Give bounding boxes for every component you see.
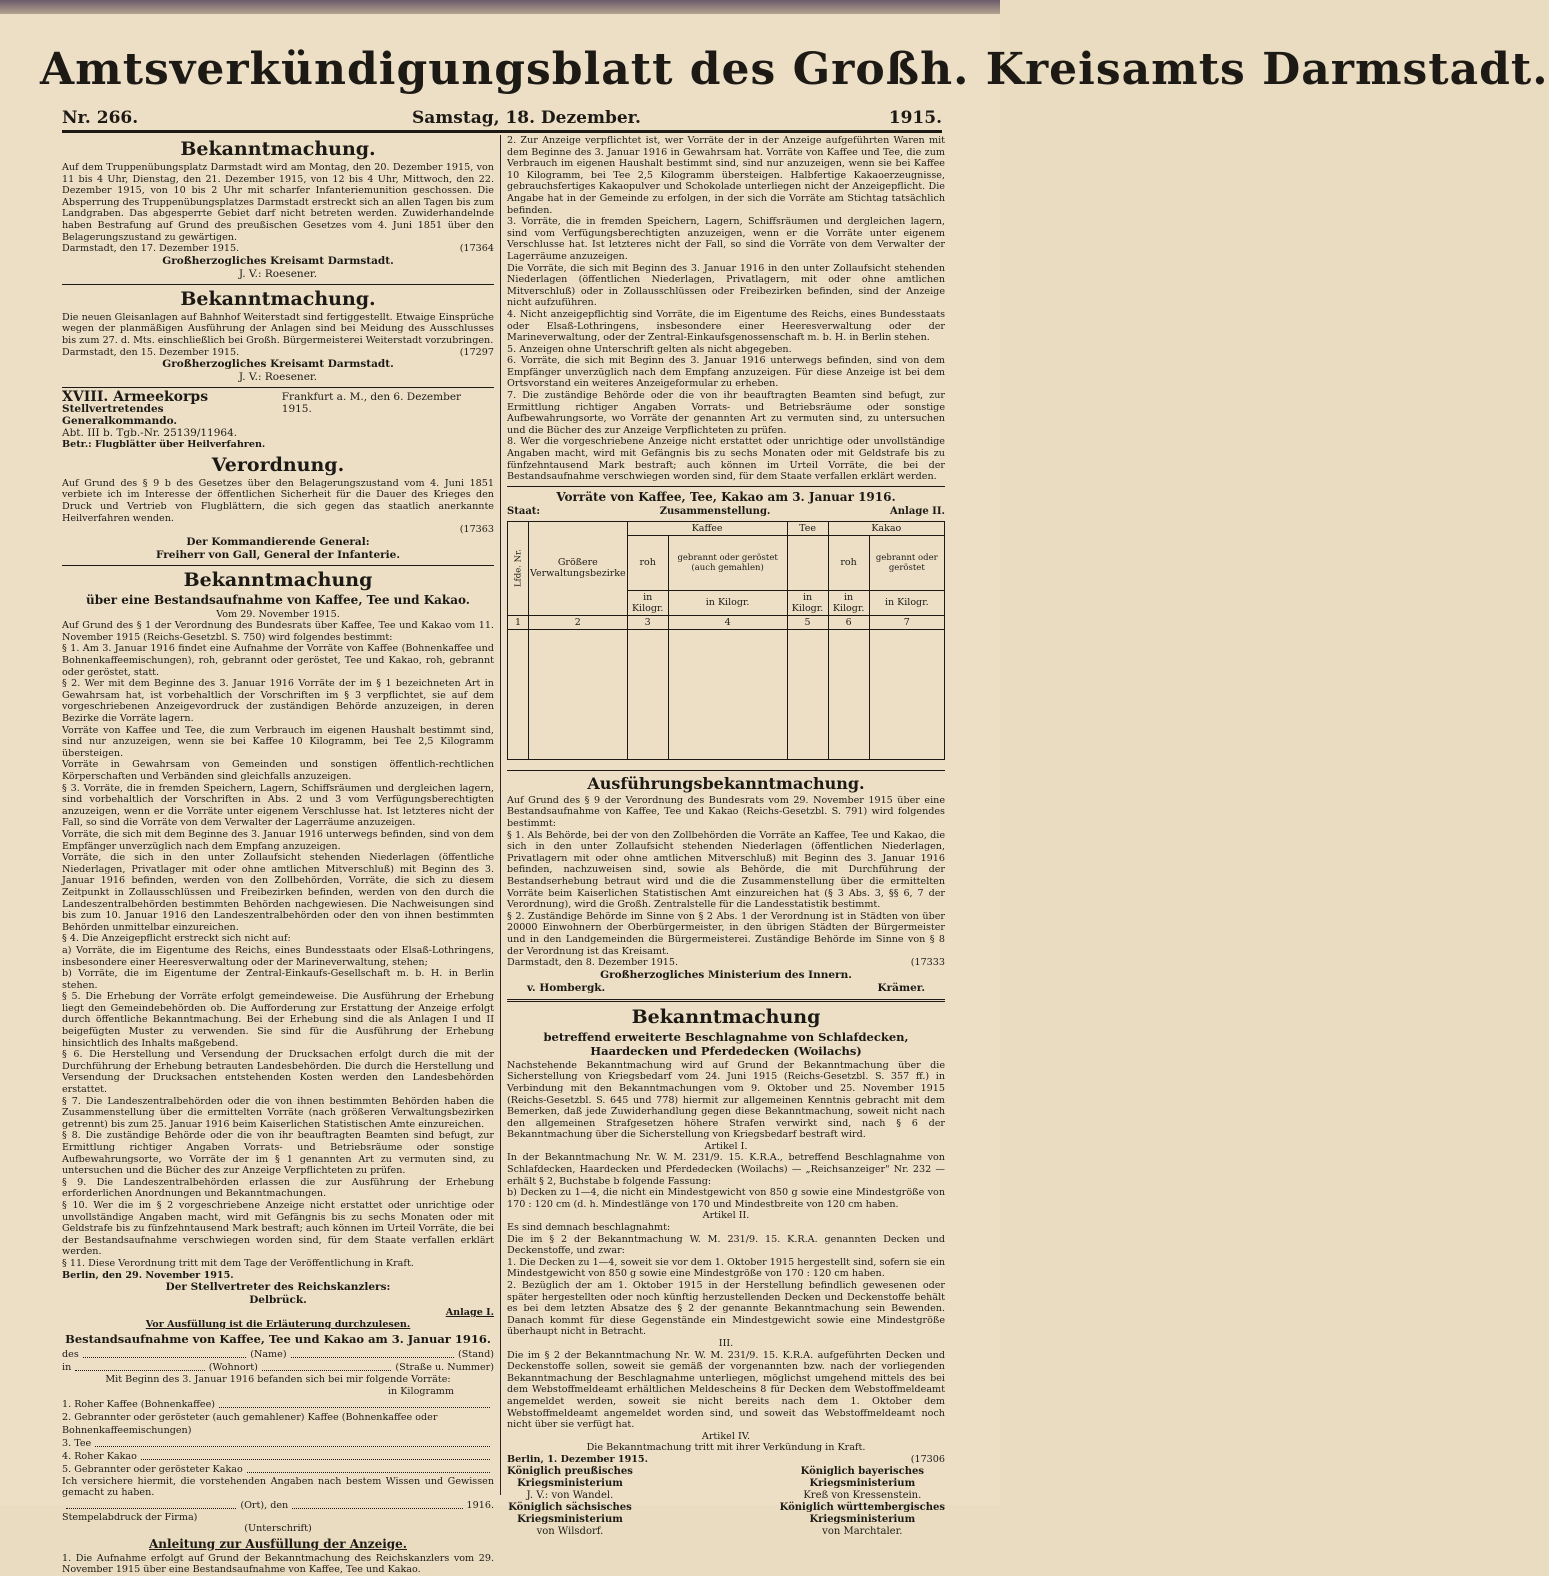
general-name: Freiherr von Gall, General der Infanterie. bbox=[156, 548, 400, 561]
col-number: 6 bbox=[828, 615, 869, 629]
paragraph: § 10. Wer die im § 2 vorgeschriebene Anzeige nicht erstattet oder unrichtige oder unvollständige Angaben macht, wird mit Gefängnis bis zu sechs Monaten oder mit Geldstrafe bis zu fünfzehntausend Mark bestraft; auch können im Urteil Vorräte, die bei der Bestandsaufnahme verschwiegen worden sind, für dem Staate verfallen erklärt werden. bbox=[62, 1199, 494, 1258]
paragraph: Auf Grund des § 1 der Verordnung des Bundesrats über Kaffee, Tee und Kakao vom 11. November 1915 (Reichs-Gesetzbl. S. 750) wird folgendes bestimmt: bbox=[62, 620, 494, 643]
corps-name: XVIII. Armeekorps bbox=[62, 389, 209, 406]
paragraph: § 5. Die Erhebung der Vorräte erfolgt gemeindeweise. Die Ausführung der Erhebung liegt den Gemeindebehörden ob. Die Aufforderung zur Erstattung der Anzeige erfolgt durch öffentliche Bekanntmachung. Bei der Erhebung sind die als Anlagen I und II beigefügten Muster zu verwenden. Sie sind für die Ausführung der Erhebung hinsichtlich des Inhalts maßgebend. bbox=[62, 991, 494, 1049]
col-number: 5 bbox=[787, 615, 828, 629]
notice-implementation bbox=[507, 774, 945, 995]
page-edge bbox=[0, 0, 1000, 14]
sig-line: Königlich sächsisches bbox=[508, 1501, 632, 1513]
article-title: III. bbox=[718, 1337, 734, 1349]
guide-item: 2. Zur Anzeige verpflichtet ist, wer Vorräte der in der Anzeige aufgeführten Waren mit dem Beginne des 3. Januar 1916 in Gewahrsam hat. Vorräte von Kaffee und Tee, die zum Verbrauch im eigenen Haushalt bestimmt sind, sind nur anzuzeigen, wenn sie bei Kaffee 10 Kilogramm, bei Tee 2,5 Kilogramm übersteigen. Halbfertige Kakaoerzeugnisse, gebrauchsfertiges Kakaopulver und Schokolade unterliegen nicht der Anzeigepflicht. Die Angabe hat in der Gemeinde zu erfolgen, in der sich die Vorräte am Stichtag tatsächlich befinden. bbox=[507, 135, 945, 216]
guide-item: Die Vorräte, die sich mit Beginn des 3. Januar 1916 in den unter Zollaufsicht stehenden Niederlagen (öffentlichen Niederlagen, Privatlagern, mit oder ohne amtlichen Mitverschluß) oder in Zollausschlüssen oder Freibezirken befinden, sind der Anzeige nicht aufzuführen. bbox=[507, 262, 945, 309]
guide-continuation bbox=[507, 135, 945, 483]
paragraph: § 2. Wer mit dem Beginne des 3. Januar 1916 Vorräte der im § 1 bezeichneten Art in Gewahrsam hat, ist vorbehaltlich der Vorschriften im § 3 verpflichtet, sie auf dem vorgeschriebenen Anzeigevordruck der zuständigen Behörde anzuzeigen, in deren Bezirke die Vorräte lagern. bbox=[62, 678, 494, 725]
notice-title: Bekanntmachung bbox=[183, 568, 373, 591]
annex-one-form bbox=[62, 1307, 494, 1576]
guide-item: 5. Anzeigen ohne Unterschrift gelten als nicht abgegeben. bbox=[507, 343, 792, 355]
sig-line: Kriegsministerium bbox=[517, 1513, 623, 1525]
form-line-name: des (Name) (Stand) bbox=[62, 1349, 494, 1361]
article-title: Artikel IV. bbox=[701, 1430, 751, 1442]
form-line-address: in (Wohnort) (Straße u. Nummer) bbox=[62, 1362, 494, 1374]
sig-line: Kriegsministerium bbox=[517, 1477, 623, 1489]
paragraph: Auf Grund des § 9 der Verordnung des Bundesrats vom 29. November 1915 über eine Bestandsaufnahme von Kaffee, Tee und Kakao (Reichs-Gesetzbl. S. 791) wird folgendes bestimmt: bbox=[507, 794, 945, 829]
dept-ref: Abt. III b. Tgb.-Nr. 25139/11964. bbox=[62, 427, 238, 440]
divider bbox=[62, 387, 494, 388]
sig-line: Königlich bayerisches bbox=[800, 1465, 924, 1477]
paragraph: Vorräte, die sich mit dem Beginne des 3. Januar 1916 unterwegs befinden, sind von dem Empfänger unverzüglich nach dem Empfang anzuzeigen. bbox=[62, 828, 494, 852]
notice-title: Ausführungsbekanntmachung. bbox=[587, 773, 865, 793]
paragraph: b) Vorräte, die im Eigentume der Zentral-Einkaufs-Gesellschaft m. b. H. in Berlin stehen. bbox=[62, 968, 494, 991]
form-item: 4. Roher Kakao bbox=[62, 1450, 494, 1463]
notice-office: Großherzogliches Kreisamt Darmstadt. bbox=[162, 358, 394, 371]
sub-roasted: gebrannt oder geröstet (auch gemahlen) bbox=[668, 535, 787, 590]
unit-cell: in Kilogr. bbox=[668, 590, 787, 615]
divider bbox=[507, 999, 945, 1002]
signer-role: Der Stellvertreter des Reichskanzlers: bbox=[165, 1281, 391, 1294]
group-tea: Tee bbox=[787, 521, 828, 535]
annex-two-table bbox=[507, 490, 945, 760]
guide-item: 8. Wer die vorgeschriebene Anzeige nicht erstattet oder unrichtige oder unvollständige Angaben macht, wird mit Gefängnis bis zu sechs Monaten oder mit Geldstrafe bis zu fünfzehntausend Mark bestraft; auch können im Urteil Vorräte, die bei der Bestandsaufnahme verschwiegen worden sind, für dem Staate verfallen erklärt werden. bbox=[507, 436, 945, 483]
sig-line: Königlich württembergisches bbox=[779, 1501, 945, 1513]
paragraph: § 4. Die Anzeigepflicht erstreckt sich nicht auf: bbox=[62, 933, 291, 945]
annex-label: Anlage II. bbox=[890, 505, 945, 517]
masthead: Amtsverkündigungsblatt des Großh. Kreisamts Darmstadt. bbox=[40, 44, 1549, 95]
paragraph: Nachstehende Bekanntmachung wird auf Grund der Bekanntmachung über die Sicherstellung von Kriegsbedarf vom 24. Juni 1915 (Reichs-Gesetzbl. S. 357 ff.) in Verbindung mit den Bekanntmachungen vom 9. Oktober und 25. November 1915 (Reichs-Gesetzbl. S. 645 und 778) hiermit zur allgemeinen Kenntnis gebracht mit dem Bemerken, daß jede Zuwiderhandlung gegen diese Bekanntmachung, soweit nicht nach den allgemeinen Strafgesetzen höhere Strafen verwirkt sind, nach § 6 der Bekanntmachung über die Sicherstellung von Kriegsbedarf bestraft wird. bbox=[507, 1059, 945, 1141]
paragraph: In der Bekanntmachung Nr. W. M. 231/9. 15. K.R.A., betreffend Beschlagnahme von Schlafdecken, Haardecken und Pferdedecken (Woilachs) — „Reichsanzeiger" Nr. 232 — erhält § 2, Buchstabe b folgende Fassung: bbox=[507, 1152, 945, 1187]
sig-line: Königlich preußisches bbox=[507, 1465, 633, 1477]
ministry-signatures bbox=[507, 1466, 945, 1538]
notice-place-date: Darmstadt, den 8. Dezember 1915. (17333 bbox=[507, 957, 945, 969]
unit-cell: in Kilogr. bbox=[828, 590, 869, 615]
sig-line: von Wilsdorf. bbox=[536, 1525, 604, 1537]
guide-title: Anleitung zur Ausfüllung der Anzeige. bbox=[149, 1536, 407, 1551]
notice-title: Bekanntmachung. bbox=[180, 287, 376, 310]
notice-signers: v. Hombergk. Krämer. bbox=[527, 981, 925, 994]
issue-year: 1915. bbox=[888, 108, 942, 128]
col-number: 1 bbox=[508, 615, 529, 629]
annex-title: Vorräte von Kaffee, Tee, Kakao am 3. Januar 1916. bbox=[556, 489, 896, 504]
form-assurance: Ich versichere hiermit, die vorstehenden Angaben nach bestem Wissen und Gewissen gemacht zu haben. bbox=[62, 1475, 494, 1499]
guide-item: 3. Vorräte, die in fremden Speichern, Lagern, Schiffsräumen und dergleichen lagern, sind vom Verfügungsberechtigten anzuzeigen, wenn er die Vorräte unter eigenem Verschlusse hat. Ist letzteres nicht der Fall, so sind die Vorräte von dem Verwalter der Lagerräume anzuzeigen. bbox=[507, 216, 945, 262]
annex-label: Anlage I. bbox=[445, 1307, 494, 1319]
sig-line: Kriegsministerium bbox=[809, 1513, 916, 1525]
paragraph: § 9. Die Landeszentralbehörden erlassen die zur Ausführung der Erhebung erforderlichen Anordnungen und Bekanntmachungen. bbox=[62, 1176, 494, 1200]
inventory-table bbox=[507, 521, 945, 760]
article-title: Artikel I. bbox=[704, 1140, 748, 1152]
paragraph: § 6. Die Herstellung und Versendung der Drucksachen erfolgt durch die mit der Durchführung der Erhebung betrauten Landesbehörden. Die durch die Herstellung und Versendung der Drucksachen entstehenden Kosten werden den Landesbehörden erstattet. bbox=[62, 1049, 494, 1096]
notice-shooting bbox=[62, 138, 494, 281]
notice-office: Großherzogliches Kreisamt Darmstadt. bbox=[162, 254, 394, 267]
notice-signer: J. V.: Roesener. bbox=[238, 267, 318, 280]
paragraph: Die Bekanntmachung tritt mit ihrer Verkündung in Kraft. bbox=[586, 1442, 866, 1454]
paragraph: § 1. Als Behörde, bei der von den Zollbehörden die Vorräte an Kaffee, Tee und Kakao, die sich in den unter Zollaufsicht stehenden Niederlagen (öffentlichen Niederlagen, Privatlagern mit oder ohne amtlichen Mitverschluß) mit Beginn des 3. Januar 1916 befinden, nachzuweisen sind, sowie als Behörde, die mit Durchführung der Bestandserhebung betraut wird und die die Zusammenstellung über die ermittelten Vorräte beim Kaiserlichen Statistischen Amt einzureichen hat (§ 3 Abs. 3, §§ 6, 7 der Verordnung), wird die Großh. Zentralstelle für die Landesstatistik bestimmt. bbox=[507, 829, 945, 911]
guide-item: 7. Die zuständige Behörde oder die von ihr beauftragten Beamten sind befugt, zur Ermittlung richtiger Angaben Vorrats- und Betriebsräume oder sonstige Aufbewahrungsorte, wo Vorräte der genannten Art zu vermuten sind, zu untersuchen und die Bücher des zur Anzeige Verpflichteten zu prüfen. bbox=[507, 390, 945, 436]
sig-line: Kriegsministerium bbox=[809, 1477, 916, 1489]
annex-note: Vor Ausfüllung ist die Erläuterung durchzulesen. bbox=[145, 1318, 411, 1330]
paragraph: § 8. Die zuständige Behörde oder die von ihr beauftragten Beamten sind befugt, zur Ermittlung richtiger Angaben Vorrats- und Betriebsräume oder sonstige Aufbewahrungsorte, wo Vorräte der im § 1 genannten Art zu vermuten sind, zu untersuchen und die Bücher des zur Anzeige Verpflichteten zu prüfen. bbox=[62, 1130, 494, 1177]
notice-office: Großherzogliches Ministerium des Innern. bbox=[600, 968, 852, 981]
sub-raw: roh bbox=[627, 535, 668, 590]
paragraph: Es sind demnach beschlagnahmt: bbox=[507, 1222, 671, 1234]
left-column bbox=[62, 135, 495, 1576]
right-column bbox=[507, 135, 945, 1537]
notice-subtitle: betreffend erweiterte Beschlagnahme von Schlafdecken, Haardecken und Pferdedecken (Woilachs) bbox=[543, 1029, 909, 1058]
notice-body: Auf Grund des § 9 b des Gesetzes über den Belagerungszustand vom 4. Juni 1851 verbiete ich im Interesse der öffentlichen Sicherheit für die Dauer des Krieges den Druck und Vertrieb von Flugblättern, die sich gegen das staatlich anerkannte Heilverfahren wenden. bbox=[62, 477, 494, 524]
paragraph: Vorräte in Gewahrsam von Gemeinden und sonstigen öffentlich-rechtlichen Körperschaften und Verbänden sind gleichfalls anzuzeigen. bbox=[62, 759, 494, 782]
col-number: 3 bbox=[627, 615, 668, 629]
issue-row bbox=[62, 108, 942, 133]
notice-subtitle: über eine Bestandsaufnahme von Kaffee, Tee und Kakao. bbox=[86, 592, 470, 607]
col-area-header: Größere Verwaltungsbezirke bbox=[529, 521, 628, 615]
paragraph: § 11. Diese Verordnung tritt mit dem Tage der Veröffentlichung in Kraft. bbox=[62, 1257, 414, 1269]
unit-cell: in Kilogr. bbox=[627, 590, 668, 615]
notice-ordinance bbox=[62, 391, 494, 562]
column-divider bbox=[500, 135, 501, 1495]
annex-title: Bestandsaufnahme von Kaffee, Tee und Kakao am 3. Januar 1916. bbox=[65, 1332, 491, 1347]
form-item: 3. Tee bbox=[62, 1437, 494, 1450]
annex-state: Staat: bbox=[507, 505, 541, 517]
form-item: 2. Gebrannter oder gerösteter (auch gemahlener) Kaffee (Bohnenkaffee oder Bohnenkaffeemischungen) bbox=[62, 1411, 438, 1436]
paragraph: Die im § 2 der Bekanntmachung W. M. 231/9. 15. K.R.A. genannten Decken und Deckenstoffe, und zwar: bbox=[507, 1233, 945, 1257]
divider bbox=[62, 284, 494, 285]
group-coffee: Kaffee bbox=[627, 521, 787, 535]
command-name: Stellvertretendes Generalkommando. bbox=[62, 403, 178, 428]
paragraph: § 3. Vorräte, die in fremden Speichern, Lagern, Schiffsräumen und dergleichen lagern, sind vorbehaltlich der Vorschriften in Abs. 2 und 3 vom Verfügungsberechtigten anzuzeigen, wenn er die Vorräte unter eigenem Verschlusse hat. Ist letzteres nicht der Fall, so sind die Vorräte von dem Verwalter der Lagerräume anzuzeigen. bbox=[62, 782, 494, 829]
form-item: 1. Roher Kaffee (Bohnenkaffee) bbox=[62, 1398, 494, 1411]
guide-item: 1. Die Aufnahme erfolgt auf Grund der Bekanntmachung des Reichskanzlers vom 29. November 1915 über eine Bestandsaufnahme von Kaffee, Tee und Kakao. bbox=[62, 1552, 494, 1576]
col-number: 2 bbox=[529, 615, 628, 629]
notice-coffee-inventory bbox=[62, 569, 494, 1307]
form-intro: Mit Beginn des 3. Januar 1916 befanden sich bei mir folgende Vorräte: bbox=[105, 1374, 451, 1386]
paragraph: 2. Bezüglich der am 1. Oktober 1915 in der Herstellung befindlich gewesenen oder später hergestellten oder noch künftig herzustellenden Decken und Deckenstoffe behält es bei dem letzten Absatze des § 2 der genannte Bekanntmachung sein Bewenden. Danach kommt für diese Gegenstände ein Mindestgewicht sowie eine Mindestgröße überhaupt nicht in Betracht. bbox=[507, 1280, 945, 1338]
divider bbox=[507, 770, 945, 771]
paragraph: Vorräte, die sich in den unter Zollaufsicht stehenden Niederlagen (öffentliche Niederlagen, Privatlager mit oder ohne amtlichen Mitverschluß) mit Beginn des 3. Januar 1916 befinden, werden von den Zollbehörden, Vorräte, die sich zu diesem Zeitpunkt in Zollausschlüssen und Freibezirken befinden, werden von den durch die Landeszentralbehörden bestimmten Behörden nachgewiesen. Die Nachweisungen sind bis zum 10. Januar 1916 den Landeszentralbehörden oder den von ihnen bestimmten Behörden unmittelbar einzureichen. bbox=[62, 852, 494, 933]
issue-date: Samstag, 18. Dezember. bbox=[412, 108, 641, 128]
notice-date: Vom 29. November 1915. bbox=[216, 608, 340, 620]
col-number-header: Lfde. Nr. bbox=[508, 521, 529, 615]
notice-place-date: Berlin, 1. Dezember 1915. (17306 bbox=[507, 1453, 945, 1465]
paragraph: § 1. Am 3. Januar 1916 findet eine Aufnahme der Vorräte von Kaffee (Bohnenkaffee und Bohnenkaffeemischungen), roh, gebrannt oder geröstet, Tee und Kakao, roh, gebrannt oder geröstet, statt. bbox=[62, 643, 494, 678]
unit-cell: in Kilogr. bbox=[787, 590, 828, 615]
col-number: 4 bbox=[668, 615, 787, 629]
paragraph: b) Decken zu 1—4, die nicht ein Mindestgewicht von 850 g sowie eine Mindestgröße von 170 : 120 cm (d. h. Mindestlänge von 170 und Mindestbreite von 120 cm haben. bbox=[507, 1187, 945, 1210]
sig-line: von Marchtaler. bbox=[822, 1525, 903, 1537]
notice-ref: (17363 bbox=[459, 524, 494, 536]
annex-summary: Zusammenstellung. bbox=[659, 505, 771, 517]
paragraph: § 2. Zuständige Behörde im Sinne von § 2 Abs. 1 der Verordnung ist in Städten von über 20000 Einwohnern der Oberbürgermeister, in den übrigen Städten der Bürgermeister und in den Landgemeinden die Bürgermeisterei. Zuständige Behörde im Sinne von § 8 der Verordnung ist das Kreisamt. bbox=[507, 910, 945, 957]
form-stamp: Stempelabdruck der Firma) bbox=[62, 1511, 198, 1523]
unit-cell: in Kilogr. bbox=[869, 590, 944, 615]
form-unit: in Kilogramm bbox=[387, 1385, 454, 1397]
issue-number: Nr. 266. bbox=[62, 108, 139, 128]
sig-line: Kreß von Kressenstein. bbox=[803, 1489, 922, 1501]
paragraph: Vorräte von Kaffee und Tee, die zum Verbrauch im eigenen Haushalt bestimmt sind, sind nur anzuzeigen, wenn sie bei Kaffee 10 Kilogramm, bei Tee 2,5 Kilogramm übersteigen. bbox=[62, 724, 494, 759]
general-title: Der Kommandierende General: bbox=[186, 535, 370, 548]
form-signature: (Unterschrift) bbox=[244, 1523, 312, 1535]
signer-name: Delbrück. bbox=[249, 1294, 307, 1307]
paragraph: § 7. Die Landeszentralbehörden oder die von ihnen bestimmten Behörden haben die Zusammenstellung über die ermittelten Vorräte (nach größeren Verwaltungsbezirken getrennt) bis zum 25. Januar 1916 beim Kaiserlichen Statistischen Amte einzureichen. bbox=[62, 1095, 494, 1130]
notice-signer: J. V.: Roesener. bbox=[238, 371, 318, 384]
notice-title: Bekanntmachung. bbox=[180, 138, 376, 160]
notice-place-date: Darmstadt, den 15. Dezember 1915. (17297 bbox=[62, 346, 494, 358]
ordinance-place: Frankfurt a. M., den 6. Dezember 1915. bbox=[281, 391, 462, 416]
notice-title: Verordnung. bbox=[211, 453, 345, 476]
notice-place-date: Berlin, den 29. November 1915. bbox=[62, 1269, 234, 1281]
notice-place-date: Darmstadt, den 17. Dezember 1915. (17364 bbox=[62, 243, 494, 255]
group-cocoa: Kakao bbox=[828, 521, 944, 535]
form-place-line: (Ort), den 1916. bbox=[62, 1499, 494, 1512]
form-item: 5. Gebrannter oder gerösteter Kakao bbox=[62, 1463, 494, 1476]
sig-line: J. V.: von Wandel. bbox=[526, 1489, 614, 1501]
article-title: Artikel II. bbox=[702, 1210, 750, 1222]
notice-tracks bbox=[62, 288, 494, 384]
guide-item: 6. Vorräte, die sich mit Beginn des 3. Januar 1916 unterwegs befinden, sind von dem Empfänger unverzüglich nach dem Empfang anzuzeigen. Für diese Anzeige ist bei dem Ortsvorstand ein weiteres Anzeigeformular zu erheben. bbox=[507, 355, 945, 390]
table-empty-row bbox=[508, 629, 945, 759]
guide-item: 4. Nicht anzeigepflichtig sind Vorräte, die im Eigentume des Reichs, eines Bundesstaats oder Elsaß-Lothringens, insbesondere einer Heeresverwaltung oder der Marineverwaltung, oder der Zentral-Einkaufsgenossenschaft m. b. H. in Berlin stehen. bbox=[507, 308, 945, 344]
paragraph: a) Vorräte, die im Eigentume des Reichs, eines Bundesstaats oder Elsaß-Lothringens, insbesondere einer Heeresverwaltung oder der Marineverwaltung, stehen; bbox=[62, 944, 494, 968]
paragraph: 1. Die Decken zu 1—4, soweit sie vor dem 1. Oktober 1915 hergestellt sind, sofern sie ein Mindestgewicht von 850 g sowie eine Mindestgröße von 170 : 120 cm haben. bbox=[507, 1256, 945, 1280]
sub-raw: roh bbox=[828, 535, 869, 590]
notice-body: Die neuen Gleisanlagen auf Bahnhof Weiterstadt sind fertiggestellt. Etwaige Einsprüche wegen der planmäßigen Ausführung der Anlagen sind bei Meidung des Ausschlusses bis zum 27. d. Mts. einschließlich bei Großh. Bürgermeisterei Weiterstadt vorzubringen. bbox=[62, 311, 494, 346]
ordinance-subject: Betr.: Flugblätter über Heilverfahren. bbox=[62, 439, 266, 451]
col-number: 7 bbox=[869, 615, 944, 629]
paragraph: Die im § 2 der Bekanntmachung Nr. W. M. 231/9. 15. K.R.A. aufgeführten Decken und Deckenstoffe sollen, soweit sie gemäß der vorgenannten bzw. nach der vorliegenden Bekanntmachung der Beschlagnahme unterliegen, möglichst umgehend mittels des bei dem Webstoffmeldeamt erhältlichen Meldescheins 8 für Decken dem Webstoffmeldeamt angemeldet werden, soweit sie nicht bereits nach dem 1. Oktober dem Webstoffmeldeamt angemeldet worden sind, und soweit das Webstoffmeldeamt noch nicht über sie verfügt hat. bbox=[507, 1349, 945, 1431]
divider bbox=[507, 486, 945, 487]
notice-title: Bekanntmachung bbox=[631, 1005, 821, 1028]
notice-blankets bbox=[507, 1006, 945, 1538]
sub-roasted: gebrannt oder geröstet bbox=[869, 535, 944, 590]
divider bbox=[62, 565, 494, 566]
notice-body: Auf dem Truppenübungsplatz Darmstadt wird am Montag, den 20. Dezember 1915, von 11 bis 4 Uhr, Dienstag, den 21. Dezember 1915, von 12 bis 4 Uhr, Mittwoch, den 22. Dezember 1915, von 10 bis 2 Uhr mit scharfer Infanteriemunition geschossen. Die Absperrung des Truppenübungsplatzes Darmstadt erstreckt sich an allen Tagen bis zum Landgraben. Das abgesperrte Gebiet darf nicht betreten werden. Zuwiderhandelnde haben Bestrafung auf Grund des preußischen Gesetzes vom 4. Juni 1851 über den Belagerungszustand zu gewärtigen. bbox=[62, 162, 494, 243]
